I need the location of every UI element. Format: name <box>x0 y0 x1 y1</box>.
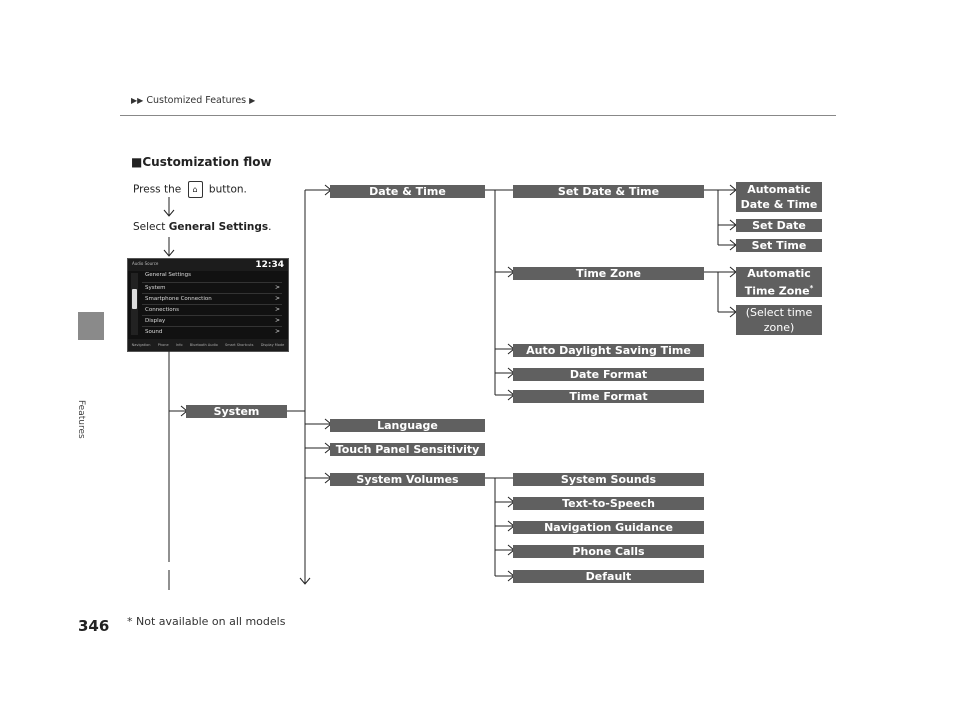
breadcrumb-marker-end: ▶ <box>249 96 256 105</box>
row-label: Sound <box>145 329 163 335</box>
node-text: Time Zone <box>744 284 810 298</box>
bottom-item: Navigation <box>131 343 151 347</box>
footnote: * Not available on all models <box>127 615 286 628</box>
node-set-date: Set Date <box>736 219 822 232</box>
node-system: System <box>186 405 287 418</box>
node-system-volumes: System Volumes <box>330 473 485 486</box>
chevron-right-icon: > <box>274 306 280 313</box>
row-label: Connections <box>145 307 179 313</box>
node-auto-time-zone <box>736 267 822 297</box>
node-line: Automatic <box>747 266 811 280</box>
node-date-format: Date Format <box>513 368 704 381</box>
step-text: Press the <box>133 183 182 196</box>
chapter-label: Features <box>76 400 86 439</box>
screen-title: General Settings <box>145 272 191 278</box>
bottom-item: Display Mode <box>260 343 285 347</box>
node-touch-panel: Touch Panel Sensitivity <box>330 443 485 456</box>
step-text: button. <box>208 183 247 196</box>
row-label: System <box>145 285 166 291</box>
node-set-time: Set Time <box>736 239 822 252</box>
node-phone-calls: Phone Calls <box>513 545 704 558</box>
node-nav-guidance: Navigation Guidance <box>513 521 704 534</box>
chevron-right-icon: > <box>274 295 280 302</box>
node-line: (Select time <box>745 306 813 319</box>
node-line: Date & Time <box>740 198 818 211</box>
step-text: Select <box>133 221 166 233</box>
bottom-item: Info <box>175 343 183 347</box>
home-button-icon: ⌂ <box>188 181 203 198</box>
bottom-item: Smart Shortcuts <box>225 343 254 347</box>
node-line: Automatic <box>747 183 811 196</box>
node-line: zone) <box>763 321 795 334</box>
bottom-item: Bluetooth Audio <box>189 343 218 347</box>
chevron-right-icon: > <box>274 317 280 324</box>
node-auto-dst: Auto Daylight Saving Time <box>513 344 704 357</box>
node-date-time: Date & Time <box>330 185 485 198</box>
node-language: Language <box>330 419 485 432</box>
node-time-format: Time Format <box>513 390 704 403</box>
node-time-zone: Time Zone <box>513 267 704 280</box>
footnote-mark: * <box>809 283 814 292</box>
chevron-right-icon: > <box>274 328 280 335</box>
step-target: General Settings <box>168 221 269 233</box>
page-number: 346 <box>78 617 110 635</box>
breadcrumb-marker: ▶▶ <box>131 96 144 105</box>
bottom-item: Phone <box>157 343 169 347</box>
row-label: Display <box>145 318 166 324</box>
screen-clock: 12:34 <box>255 260 284 270</box>
row-label: Smartphone Connection <box>145 296 212 302</box>
node-line <box>736 281 822 299</box>
node-select-time-zone <box>736 305 822 335</box>
node-set-date-time: Set Date & Time <box>513 185 704 198</box>
node-auto-date-time <box>736 182 822 212</box>
screen-audio-tag: Audio Source <box>132 261 159 266</box>
node-default: Default <box>513 570 704 583</box>
section-heading: ■Customization flow <box>131 155 272 169</box>
breadcrumb-link[interactable]: Customized Features <box>146 95 247 106</box>
step-text: . <box>268 221 272 233</box>
node-tts: Text-to-Speech <box>513 497 704 510</box>
chevron-right-icon: > <box>274 284 280 291</box>
node-system-sounds: System Sounds <box>513 473 704 486</box>
